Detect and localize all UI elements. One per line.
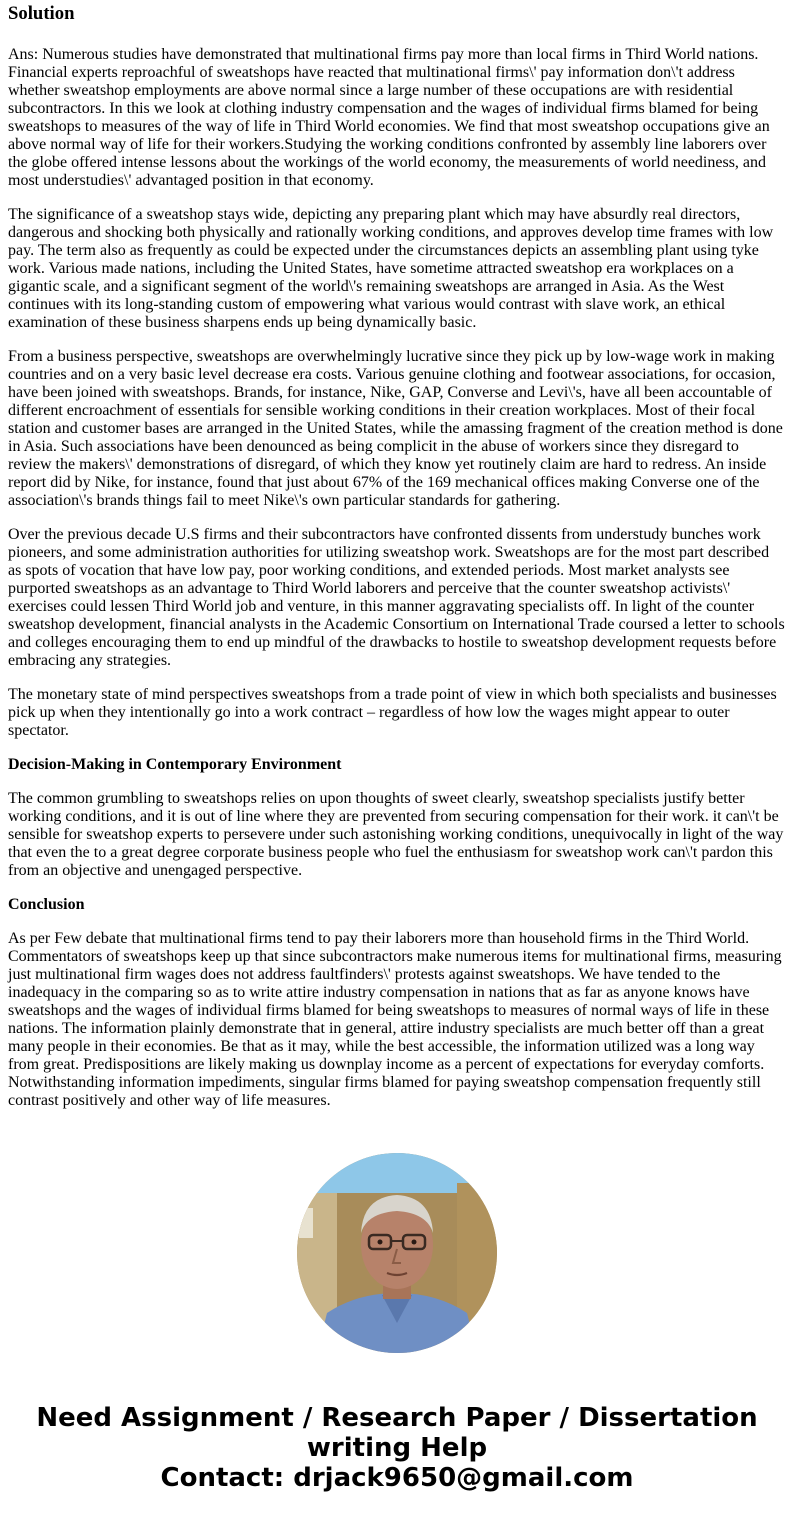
- paragraph-2: The significance of a sweatshop stays wide, depicting any preparing plant which may have absurdly real directors, dangerous and shocking both physically and rationally working conditions, and approves develop time frames with low pay. The term also as frequently as could be expected under the circumstances depicts an assembling plant using tyke work. Various made nations, including the United States, have sometime attracted sweatshop era workplaces on a gigantic scale, and a significant segment of the world\'s remaining sweatshops are arranged in Asia. As the West continues with its long-standing custom of empowering what various would contrast with slave work, an ethical examination of these business sharpens ends up being dynamically basic.: [8, 206, 774, 331]
- section-heading-decision-making: Decision-Making in Contemporary Environment: [8, 756, 342, 773]
- section-heading-conclusion: Conclusion: [8, 896, 85, 913]
- paragraph-7: As per Few debate that multinational firms tend to pay their laborers more than household firms in the Third World. Commentators of sweatshops keep up that since subcontractors make numerous items for multinational firms, measuring just multinational firm wages does not address faultfinders\' protests against sweatshops. We have tended to the inadequacy in the comparing so as to write attire industry compensation in nations that as far as anyone knows have sweatshops and the wages of individual firms blamed for being sweatshops to measures of normal ways of life in these nations. The information plainly demonstrate that in general, attire industry specialists are much better off than a great many people in their economies. Be that as it may, while the best accessible, the information utilized was a long way from great. Predispositions are likely making us downplay income as a percent of expectations for everyday comforts. Notwithstanding information impediments, singular firms blamed for paying sweatshop compensation frequently still contrast positively and other way of life measures.: [8, 930, 782, 1109]
- promo-headline: Need Assignment / Research Paper / Dissertation writing Help: [36, 1403, 758, 1463]
- paragraph-5: The monetary state of mind perspectives sweatshops from a trade point of view in which both specialists and businesses pick up when they intentionally go into a work contract – regardless of how low the wages might appear to outer spectator.: [8, 686, 777, 739]
- author-portrait-image: [297, 1153, 497, 1353]
- promo-banner: [0, 1403, 794, 1493]
- paragraph-3: From a business perspective, sweatshops are overwhelmingly lucrative since they pick up by low-wage work in making countries and on a very basic level decrease era costs. Various genuine clothing and footwear associations, for occasion, have been joined with sweatshops. Brands, for instance, Nike, GAP, Converse and Levi\'s, have all been accountable of different encroachment of essentials for sensible working conditions in their creation workplaces. Most of their focal station and customer bases are arranged in the United States, while the amassing fragment of the creation method is done in Asia. Such associations have been denounced as being complicit in the abuse of workers since they disregard to review the makers\' demonstrations of disregard, of which they know yet routinely claim are hard to redress. An inside report did by Nike, for instance, found that just about 67% of the 169 mechanical offices making Converse one of the association\'s brands things fail to meet Nike\'s own particular standards for gathering.: [8, 348, 783, 509]
- paragraph-4: Over the previous decade U.S firms and their subcontractors have confronted dissents from understudy bunches work pioneers, and some administration authorities for utilizing sweatshop work. Sweatshops are for the most part described as spots of vocation that have low pay, poor working conditions, and extended periods. Most market analysts see purported sweatshops as an advantage to Third World laborers and perceive that the counter sweatshop activists\' exercises could lessen Third World job and venture, in this manner aggravating specialists off. In light of the counter sweatshop development, financial analysts in the Academic Consortium on International Trade coursed a letter to schools and colleges encouraging them to end up mindful of the drawbacks to hostile to sweatshop development requests before embracing any strategies.: [8, 526, 785, 669]
- page-title: Solution: [8, 3, 75, 24]
- promo-contact-email[interactable]: Contact: drjack9650@gmail.com: [160, 1463, 634, 1493]
- paragraph-1: Ans: Numerous studies have demonstrated that multinational firms pay more than local firms in Third World nations. Financial experts reproachful of sweatshops have reacted that multinational firms\' pay information don\'t address whether sweatshop employments are above normal since a large number of these occupations are with residential subcontractors. In this we look at clothing industry compensation and the wages of individual firms blamed for being sweatshops to measures of the way of life in Third World economies. We find that most sweatshop occupations give an above normal way of life for their workers.Studying the working conditions confronted by assembly line laborers over the globe offered intense lessons about the workings of the world economy, the measurements of world neediness, and most understudies\' advantaged position in that economy.: [8, 46, 770, 189]
- document-body: [8, 0, 786, 1110]
- author-avatar: [297, 1153, 497, 1353]
- paragraph-6: The common grumbling to sweatshops relies on upon thoughts of sweet clearly, sweatshop specialists justify better working conditions, and it is out of line where they are prevented from securing compensation for their work. it can\'t be sensible for sweatshop experts to persevere under such astonishing working conditions, unequivocally in light of the way that even the to a great degree corporate business people who fuel the enthusiasm for sweatshop work can\'t pardon this from an objective and unengaged perspective.: [8, 790, 784, 879]
